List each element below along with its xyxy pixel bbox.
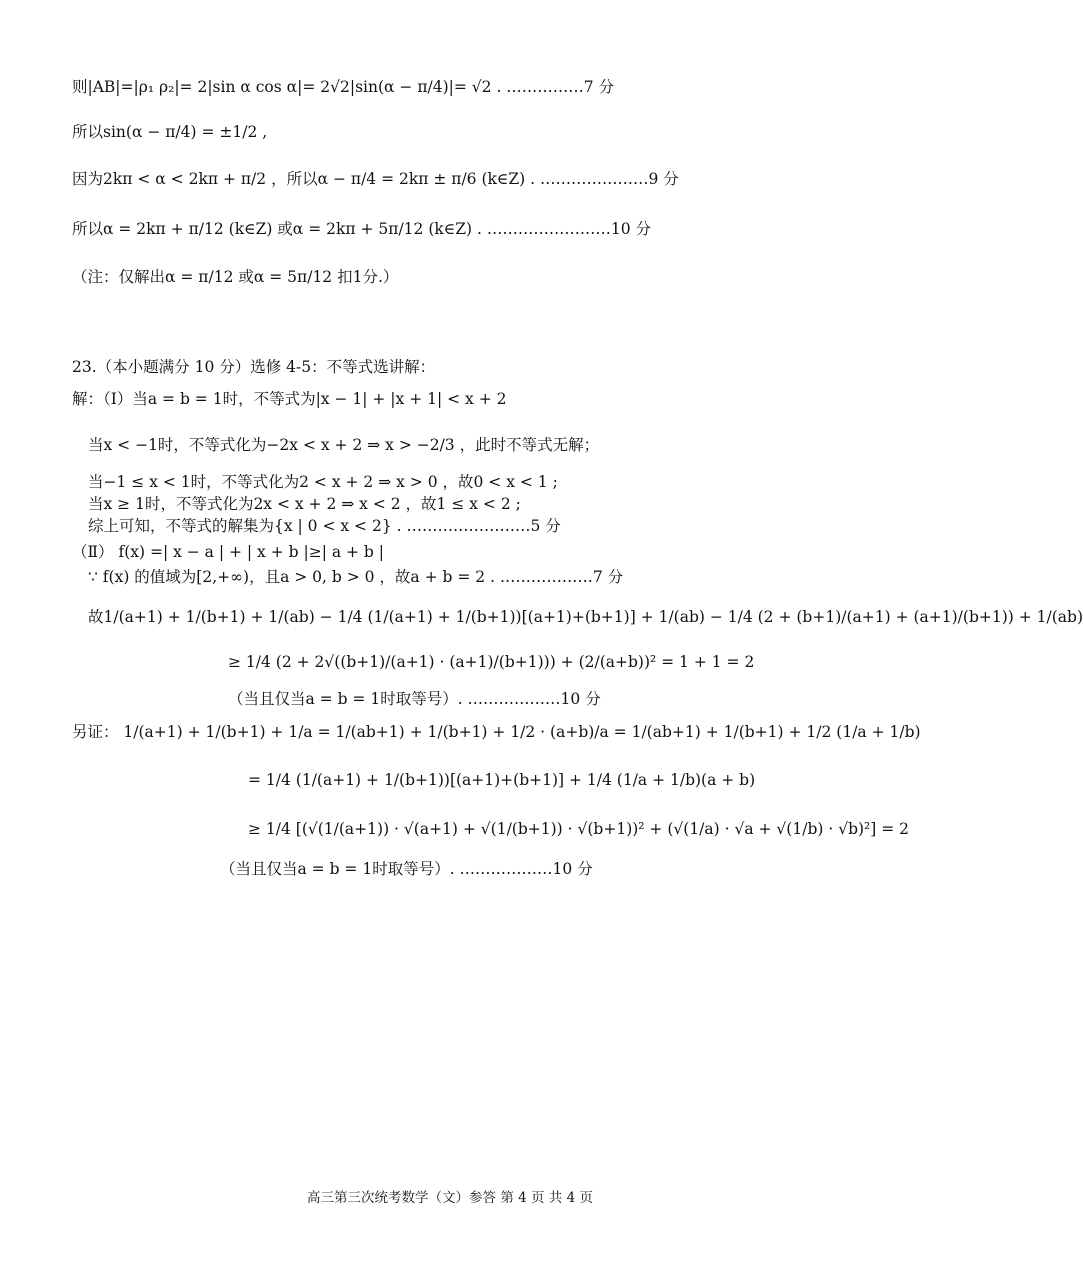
text-line: 解：（Ⅰ）当a = b = 1时，不等式为|x − 1| + |x + 1| < x + 2	[72, 390, 507, 408]
text-line: ≥ 1/4 [(√(1/(a+1)) · √(a+1) + √(1/(b+1)) · √(b+1))² + (√(1/a) · √a + √(1/b) · √b)²] = 2	[248, 820, 909, 838]
text-line: 因为2kπ < α < 2kπ + π/2 ，所以α − π/4 = 2kπ ± π/6 (k∈Z) . …………………9 分	[72, 170, 679, 188]
text-line: 当x ≥ 1时，不等式化为2x < x + 2 ⇒ x < 2 ，故1 ≤ x < 2 ;	[88, 495, 521, 513]
text-line: 综上可知，不等式的解集为{x | 0 < x < 2} . ……………………5 分	[88, 517, 561, 535]
text-line: 当x < −1时，不等式化为−2x < x + 2 ⇒ x > −2/3 ，此时不等式无解；	[88, 436, 600, 454]
text-line: （注：仅解出α = π/12 或α = 5π/12 扣1分.）	[72, 268, 399, 286]
text-line: 故1/(a+1) + 1/(b+1) + 1/(ab) − 1/4 (1/(a+1) + 1/(b+1))[(a+1)+(b+1)] + 1/(ab) − 1/4 (2 + (b+1)/(a+1) + (a+1)/(b+1)) + 1/(ab)	[88, 608, 1083, 626]
text-line: 23.（本小题满分 10 分）选修 4-5：不等式选讲解：	[72, 358, 436, 376]
text-line: （当且仅当a = b = 1时取等号）. ………………10 分	[220, 860, 593, 878]
text-line: 所以sin(α − π/4) = ±1/2 ,	[72, 123, 268, 141]
text-line: 当−1 ≤ x < 1时，不等式化为2 < x + 2 ⇒ x > 0 ，故0 < x < 1 ;	[88, 473, 558, 491]
page-footer: 高三第三次统考数学（文）参答 第 4 页 共 4 页	[307, 1190, 593, 1206]
text-line: （Ⅱ） f(x) =| x − a | + | x + b |≥| a + b |	[72, 543, 385, 561]
text-line: = 1/4 (1/(a+1) + 1/(b+1))[(a+1)+(b+1)] + 1/4 (1/a + 1/b)(a + b)	[248, 771, 756, 789]
text-line: 则|AB|=|ρ₁ ρ₂|= 2|sin α cos α|= 2√2|sin(α − π/4)|= √2 . ……………7 分	[72, 78, 615, 96]
text-line: 所以α = 2kπ + π/12 (k∈Z) 或α = 2kπ + 5π/12 (k∈Z) . ……………………10 分	[72, 220, 651, 238]
text-line: ≥ 1/4 (2 + 2√((b+1)/(a+1) · (a+1)/(b+1))) + (2/(a+b))² = 1 + 1 = 2	[228, 653, 755, 671]
text-line: 另证： 1/(a+1) + 1/(b+1) + 1/a = 1/(ab+1) + 1/(b+1) + 1/2 · (a+b)/a = 1/(ab+1) + 1/(b+1) + 1/2 (1/a + 1/b)	[72, 723, 921, 741]
text-line: ∵ f(x) 的值域为[2,+∞)，且a > 0, b > 0 ，故a + b = 2 . ………………7 分	[88, 568, 624, 586]
text-line: （当且仅当a = b = 1时取等号）. ………………10 分	[228, 690, 601, 708]
